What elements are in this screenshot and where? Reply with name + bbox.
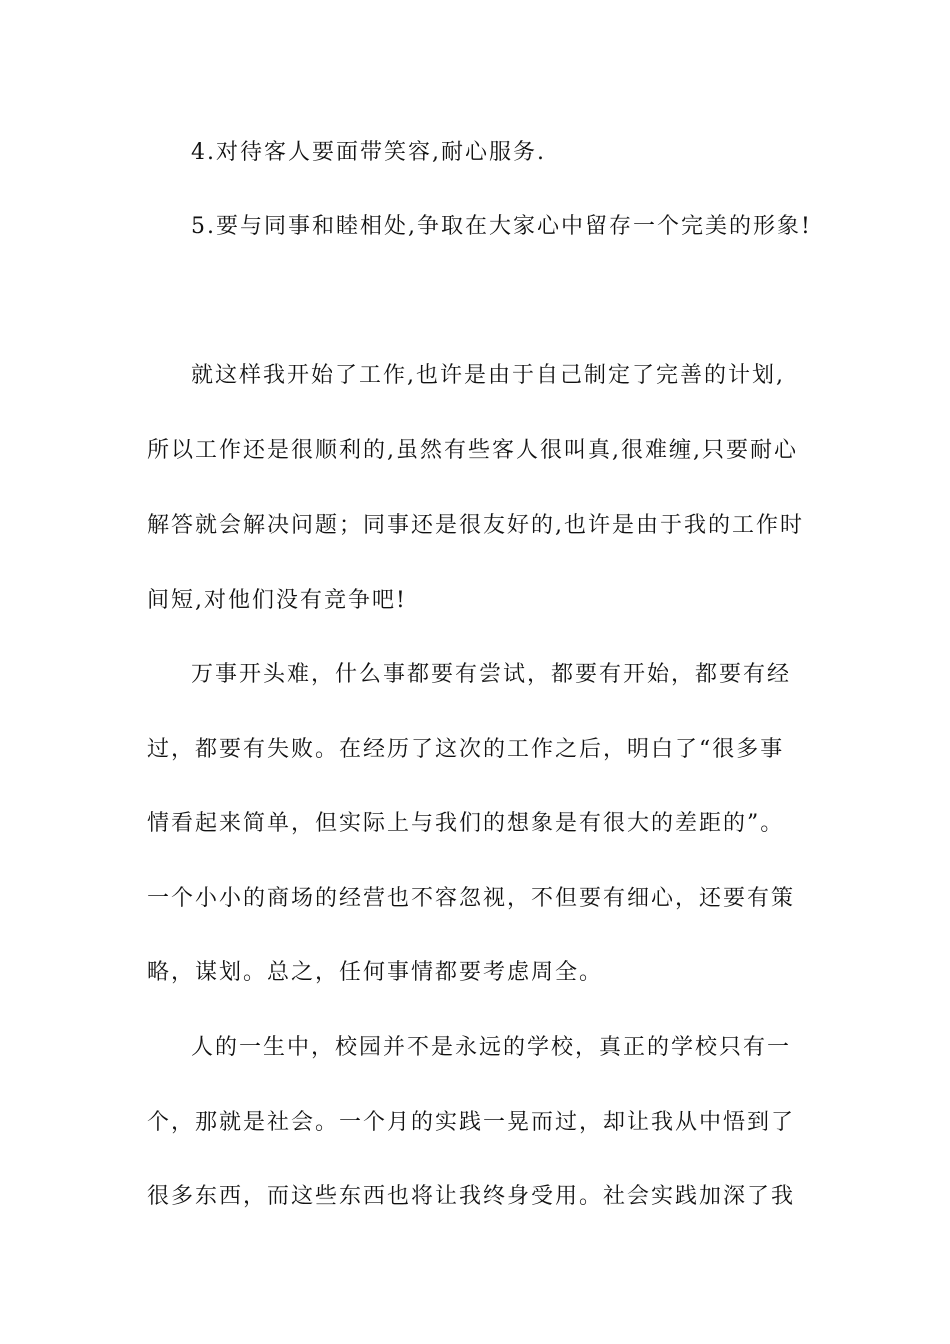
paragraph-2-line-4: 一个小小的商场的经营也不容忽视，不但要有细心，还要有策: [147, 886, 796, 911]
paragraph-3-line-1: 人的一生中，校园并不是永远的学校，真正的学校只有一: [191, 1035, 792, 1060]
paragraph-2-line-5: 略，谋划。总之，任何事情都要考虑周全。: [147, 960, 604, 985]
paragraph-1-line-1: 就这样我开始了工作,也许是由于自己制定了完善的计划,: [191, 363, 785, 388]
list-item-4: 4.对待客人要面带笑容,耐心服务.: [191, 140, 546, 165]
paragraph-2-line-3: 情看起来简单，但实际上与我们的想象是有很大的差距的”。: [147, 811, 785, 836]
paragraph-2-line-2: 过，都要有失败。在经历了这次的工作之后，明白了“很多事: [147, 737, 785, 762]
paragraph-1-line-3: 解答就会解决问题；同事还是很友好的,也许是由于我的工作时: [147, 513, 804, 538]
paragraph-1-line-4: 间短,对他们没有竞争吧!: [147, 588, 407, 613]
paragraph-3-line-2: 个，那就是社会。一个月的实践一晃而过，却让我从中悟到了: [147, 1110, 796, 1135]
paragraph-1-line-2: 所以工作还是很顺利的,虽然有些客人很叫真,很难缠,只要耐心: [147, 438, 798, 463]
paragraph-2-line-1: 万事开头难，什么事都要有尝试，都要有开始，都要有经: [191, 662, 792, 687]
paragraph-3-line-3: 很多东西，而这些东西也将让我终身受用。社会实践加深了我: [147, 1184, 796, 1209]
list-item-5: 5.要与同事和睦相处,争取在大家心中留存一个完美的形象!: [191, 214, 812, 239]
